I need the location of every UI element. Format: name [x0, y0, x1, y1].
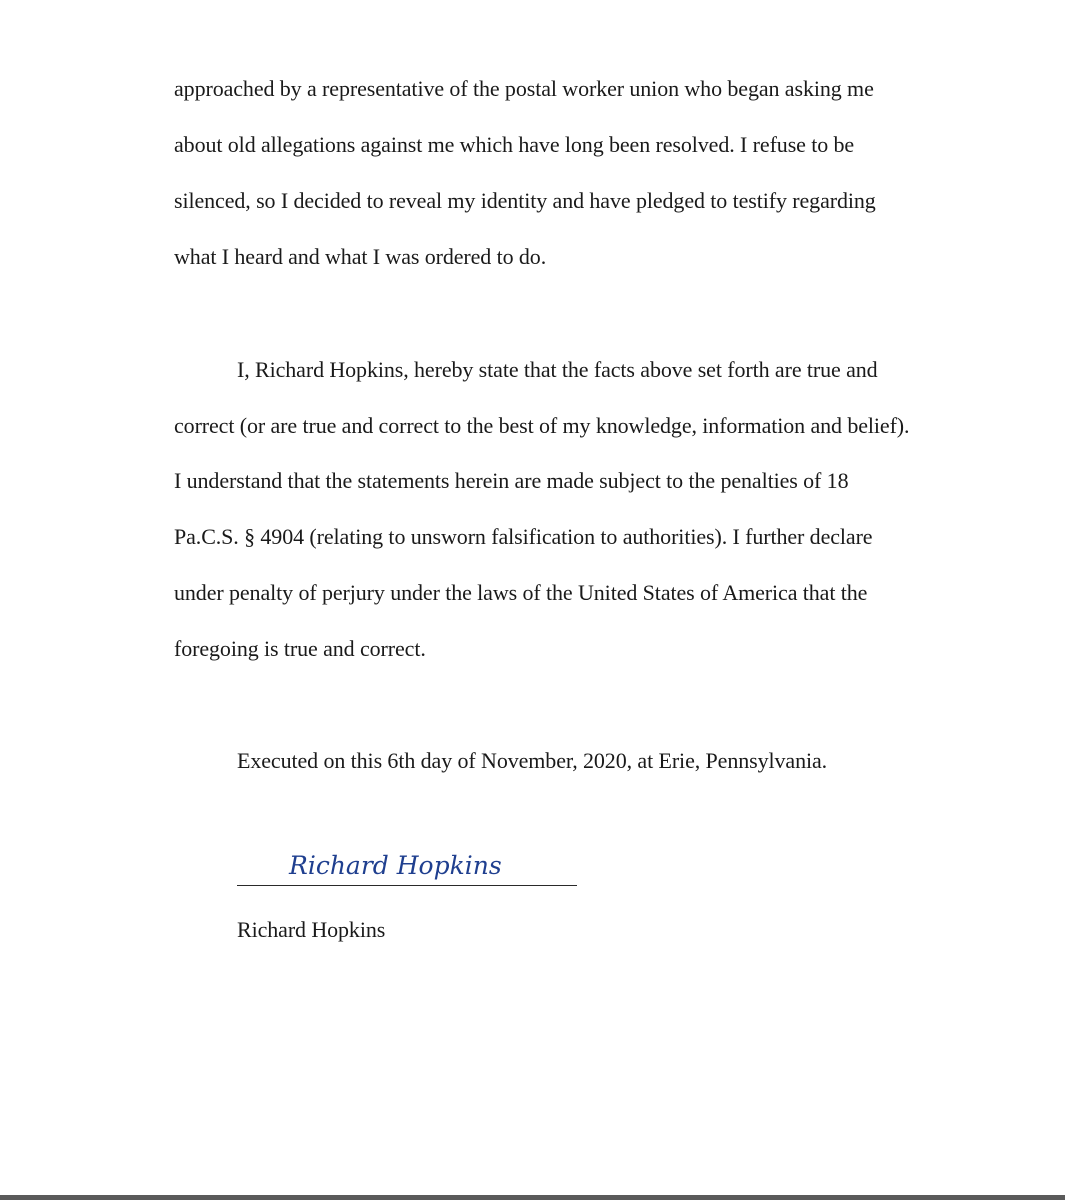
signature-line — [237, 885, 577, 886]
declaration-line: under penalty of perjury under the laws of the United States of America that the — [174, 580, 868, 605]
handwritten-signature — [237, 840, 577, 888]
scan-bottom-edge — [0, 1195, 1065, 1200]
executed-statement: Executed on this 6th day of November, 2020, at Erie, Pennsylvania. — [237, 748, 828, 773]
svg-text:Richard Hopkins: Richard Hopkins — [289, 851, 502, 880]
declaration-line: I understand that the statements herein are made subject to the penalties of 18 — [174, 468, 849, 493]
paragraph-line: silenced, so I decided to reveal my identity and have pledged to testify regarding — [174, 188, 876, 213]
declaration-line: Pa.C.S. § 4904 (relating to unsworn falsification to authorities). I further declare — [174, 524, 873, 549]
signature-block — [237, 840, 577, 890]
declaration-line: correct (or are true and correct to the best of my knowledge, information and belief). — [174, 413, 910, 438]
declaration-line: I, Richard Hopkins, hereby state that the facts above set forth are true and — [237, 357, 878, 382]
paragraph-line: about old allegations against me which have long been resolved. I refuse to be — [174, 132, 855, 157]
signer-name: Richard Hopkins — [237, 917, 386, 942]
paragraph-line: approached by a representative of the postal worker union who began asking me — [174, 76, 874, 101]
paragraph-line: what I heard and what I was ordered to do. — [174, 244, 547, 269]
declaration-line: foregoing is true and correct. — [174, 636, 426, 661]
